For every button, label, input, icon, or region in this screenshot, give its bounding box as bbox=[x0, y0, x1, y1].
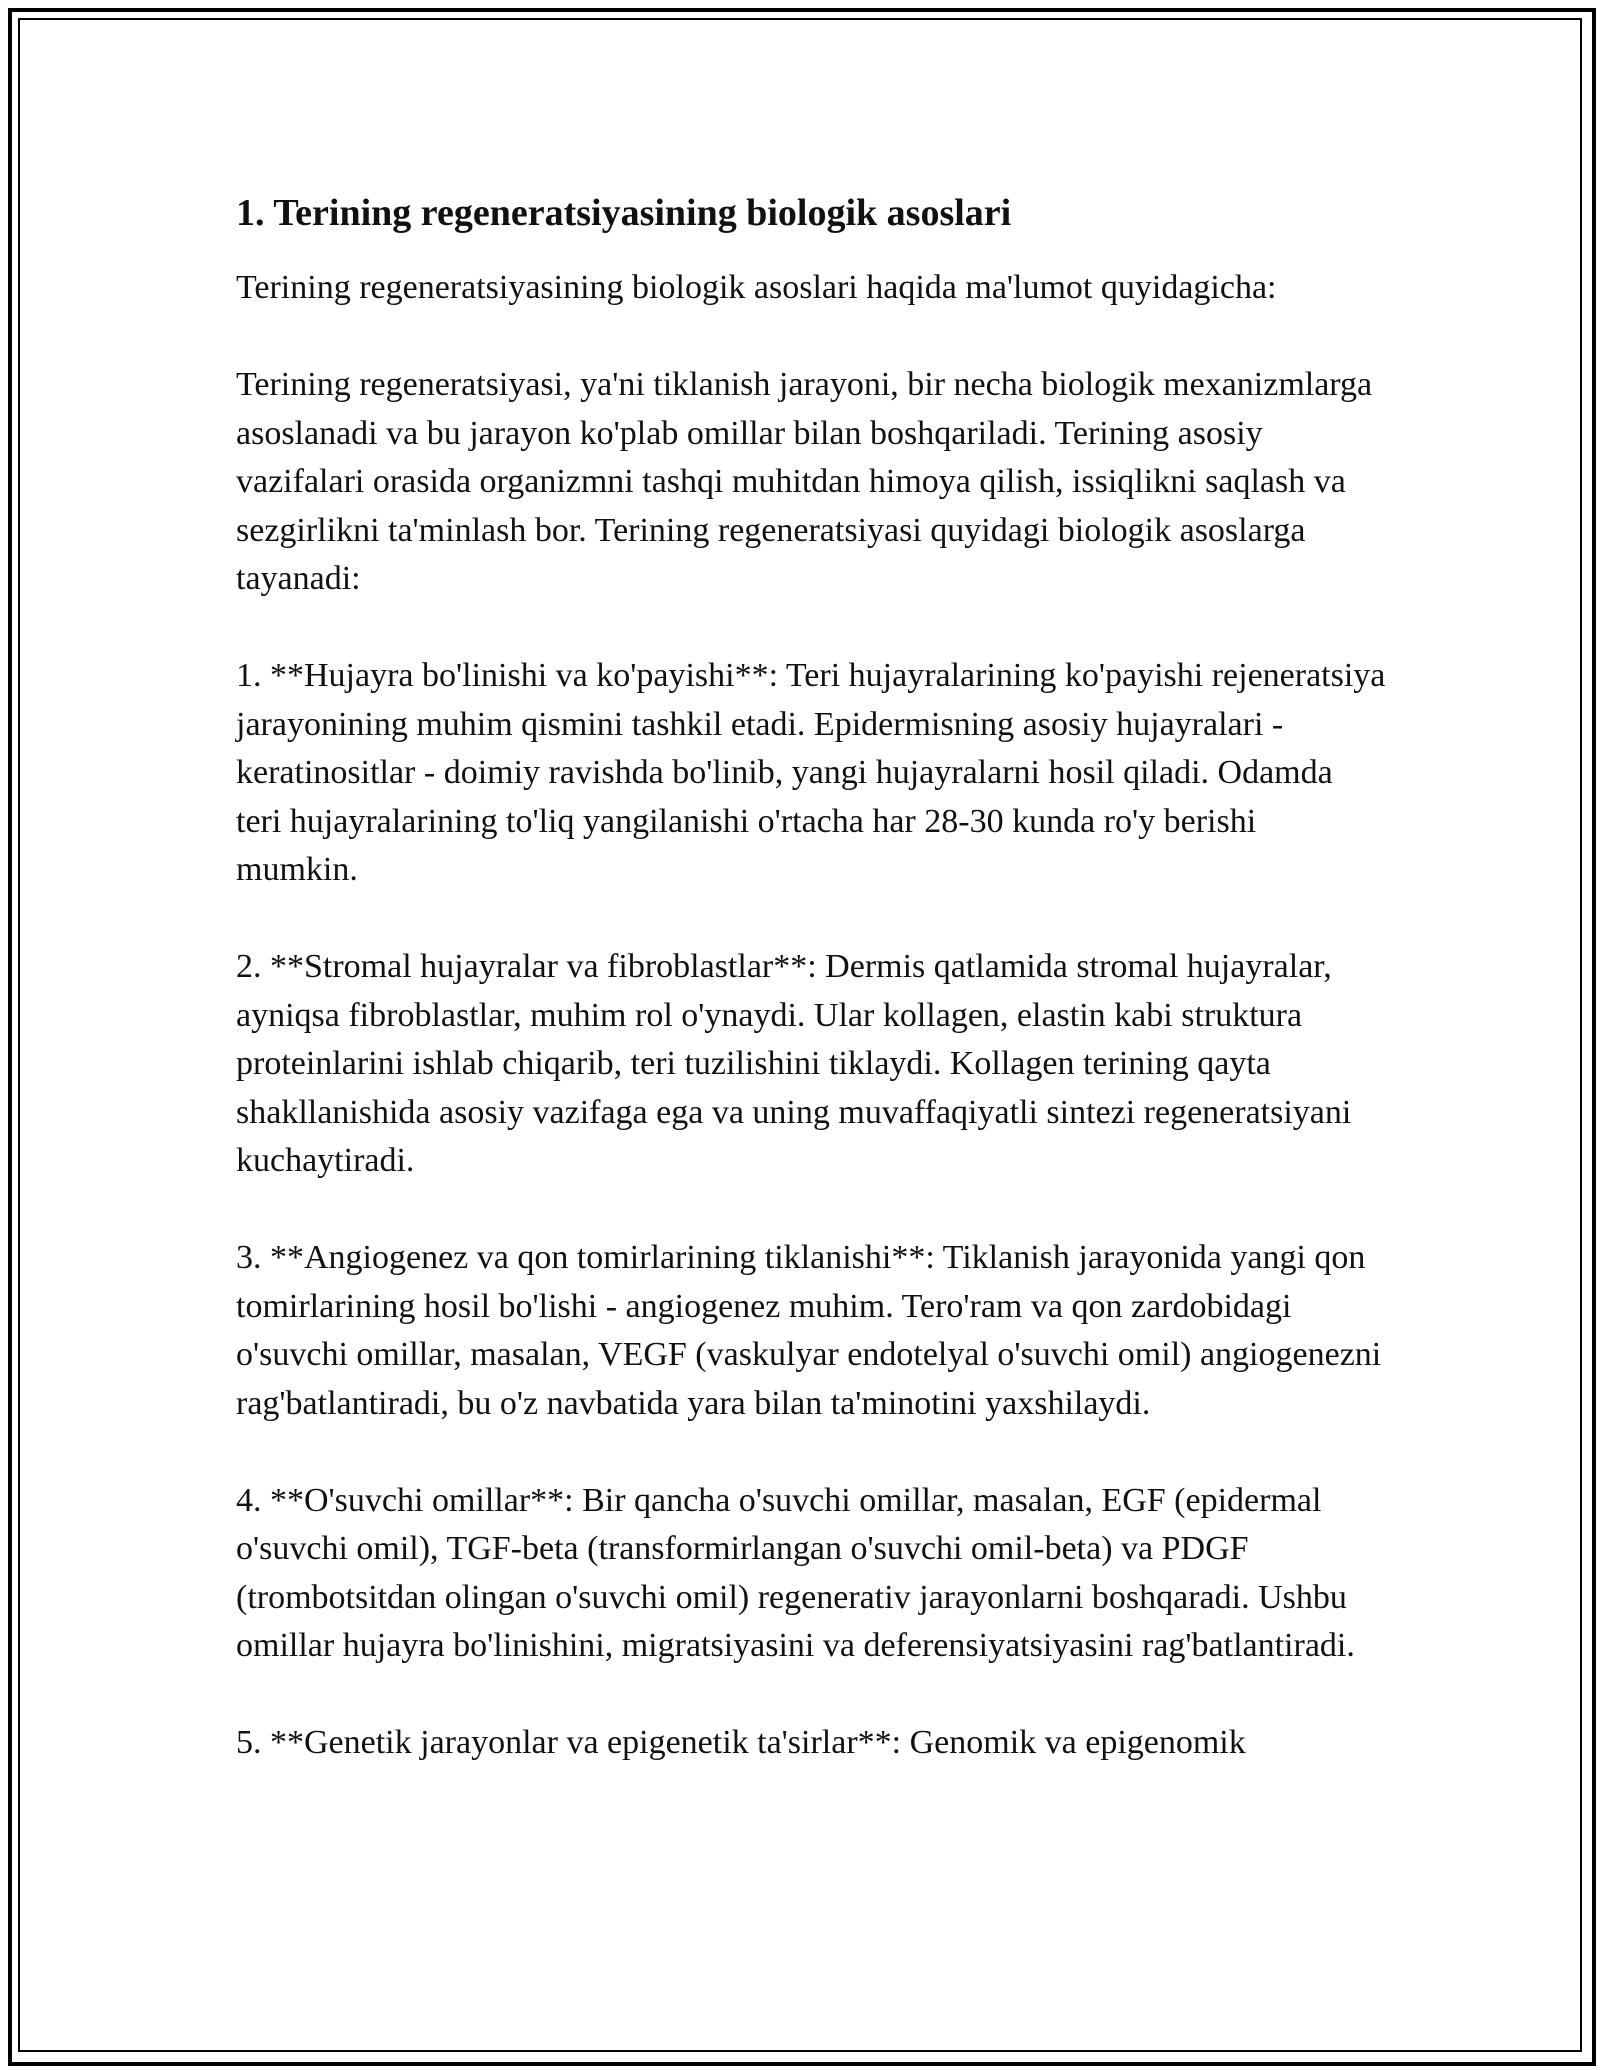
list-item-stromal-cells: 2. **Stromal hujayralar va fibroblastlar**: Dermis qatlamida stromal hujayralar, ayniqsa fibroblastlar, muhim rol o'ynaydi. Ular kollagen, elastin kabi struktura proteinlarini ishlab chiqarib, teri tuzilishini tiklaydi. Kollagen terining qayta shakllanishida asosiy vazifaga ega va uning muvaffaqiyatli sintezi regeneratsiyani kuchaytiradi. bbox=[236, 948, 1352, 1179]
page-title: 1. Terining regeneratsiyasining biologik asoslari bbox=[236, 192, 1012, 234]
list-item-angiogenesis: 3. **Angiogenez va qon tomirlarining tiklanishi**: Tiklanish jarayonida yangi qon tomirlarining hosil bo'lishi - angiogenez muhim. Tero'ram va qon zardobidagi o'suvchi omillar, masalan, VEGF (vaskulyar endotelyal o'suvchi omil) angiogenezni rag'batlantiradi, bu o'z navbatida yara bilan ta'minotini yaxshilaydi. bbox=[236, 1239, 1382, 1422]
list-item-cell-division: 1. **Hujayra bo'linishi va ko'payishi**: Teri hujayralarining ko'payishi rejeneratsiya jarayonining muhim qismini tashkil etadi. Epidermisning asosiy hujayralari - keratinositlar - doimiy ravishda bo'linib, yangi hujayralarni hosil qiladi. Odamda teri hujayralarining to'liq yangilanishi o'rtacha har 28-30 kunda ro'y berishi mumkin. bbox=[236, 657, 1386, 888]
intro-paragraph: Terining regeneratsiyasining biologik asoslari haqida ma'lumot quyidagicha: bbox=[236, 269, 1277, 306]
list-item-genetic-processes: 5. **Genetik jarayonlar va epigenetik ta'sirlar**: Genomik va epigenomik bbox=[236, 1724, 1246, 1761]
list-item-growth-factors: 4. **O'suvchi omillar**: Bir qancha o'suvchi omillar, masalan, EGF (epidermal o'suvchi omil), TGF-beta (transformirlangan o'suvchi omil-beta) va PDGF (trombotsitdan olingan o'suvchi omil) regenerativ jarayonlarni boshqaradi. Ushbu omillar hujayra bo'linishini, migratsiyasini va deferensiyatsiyasini rag'batlantiradi. bbox=[236, 1481, 1355, 1664]
overview-paragraph: Terining regeneratsiyasi, ya'ni tiklanish jarayoni, bir necha biologik mexanizmlarga asoslanadi va bu jarayon ko'plab omillar bilan boshqariladi. Terining asosiy vazifalari orasida organizmni tashqi muhitdan himoya qilish, issiqlikni saqlash va sezgirlikni ta'minlash bor. Terining regeneratsiyasi quyidagi biologik asoslarga tayanadi: bbox=[236, 366, 1373, 597]
document-body bbox=[236, 190, 1386, 1816]
